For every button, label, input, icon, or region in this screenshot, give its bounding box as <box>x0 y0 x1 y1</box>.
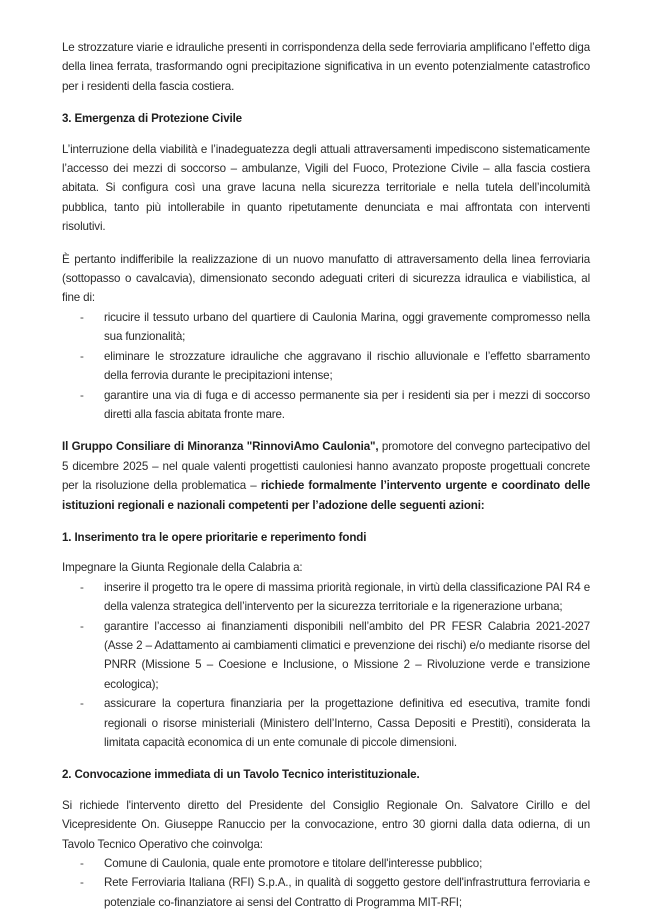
dash-bullet-icon: - <box>80 697 84 711</box>
list-item <box>62 873 590 912</box>
dash-bullet-icon: - <box>80 310 84 324</box>
list-item <box>62 308 590 347</box>
list-item <box>62 578 590 617</box>
list-item-text: Rete Ferroviaria Italiana (RFI) S.p.A., in qualità di soggetto gestore dell'infrastruttura ferroviaria e potenziale co-finanziatore ai sensi del Contratto di Programma MIT-RFI; <box>104 876 590 909</box>
action-1-heading: 1. Inserimento tra le opere prioritarie e reperimento fondi <box>62 530 367 544</box>
dash-bullet-icon: - <box>80 876 84 890</box>
action-2-heading: 2. Convocazione immediata di un Tavolo Tecnico interistituzionale. <box>62 768 420 782</box>
list-item <box>62 694 590 752</box>
action-2-intro: Si richiede l'intervento diretto del Presidente del Consiglio Regionale On. Salvatore Cirillo e del Vicepresidente On. Giuseppe Ranuccio per la convocazione, entro 30 giorni dalla data odierna, di un Tavolo Tecnico Operativo che coinvolga: <box>62 798 590 851</box>
dash-bullet-icon: - <box>80 619 84 633</box>
dash-bullet-icon: - <box>80 580 84 594</box>
list-item-text: inserire il progetto tra le opere di massima priorità regionale, in virtù della classificazione PAI R4 e della valenza strategica dell’intervento per la sicurezza territoriale e la rigenerazione urbana; <box>104 580 590 614</box>
action-1-bullet-list <box>62 578 590 753</box>
action-2-bullet-list <box>62 854 590 912</box>
section-3-bullet-list <box>62 308 590 424</box>
intro-paragraph: Le strozzature viarie e idrauliche presenti in corrispondenza della sede ferroviaria amplificano l’effetto diga della linea ferrata, trasformando ogni precipitazione significativa in un evento potenzialmente catastrofico per i residenti della fascia costiera. <box>62 41 590 93</box>
section-3-paragraph-2: È pertanto indifferibile la realizzazione di un nuovo manufatto di attraversamento della linea ferroviaria (sottopasso o cavalcavia), dimensionato secondo adeguati criteri di sicurezza idraulica e viabilistica, al fine di: <box>62 252 590 305</box>
request-lead-bold: Il Gruppo Consiliare di Minoranza "RinnoviAmo Caulonia", <box>62 440 379 454</box>
list-item <box>62 854 590 873</box>
dash-bullet-icon: - <box>80 388 84 402</box>
list-item-text: garantire una via di fuga e di accesso permanente sia per i residenti sia per i mezzi di soccorso diretti alla fascia abitata fronte mare. <box>104 388 590 421</box>
list-item-text: ricucire il tessuto urbano del quartiere di Caulonia Marina, oggi gravemente compromesso nella sua funzionalità; <box>104 310 590 344</box>
list-item-text: eliminare le strozzature idrauliche che aggravano il rischio alluvionale e l’effetto sbarramento della ferrovia durante le precipitazioni intense; <box>104 349 590 383</box>
request-paragraph <box>62 437 590 515</box>
request-middle-text: promotore del convegno partecipativo del 5 dicembre 2025 – nel quale valenti progettisti cauloniesi hanno avanzato proposte progettuali concrete per la risoluzione della problematica – <box>62 440 591 493</box>
list-item-text: assicurare la copertura finanziaria per la progettazione definitiva ed esecutiva, tramite fondi regionali o risorse ministeriali (Ministero dell’Interno, Cassa Depositi e Prestiti), considerata la limitata capacità economica di un ente comunale di piccole dimensioni. <box>104 697 590 749</box>
dash-bullet-icon: - <box>80 349 84 363</box>
list-item-text: Comune di Caulonia, quale ente promotore e titolare dell'interesse pubblico; <box>104 857 483 871</box>
dash-bullet-icon: - <box>80 857 84 871</box>
list-item <box>62 386 590 425</box>
action-1-intro: Impegnare la Giunta Regionale della Calabria a: <box>62 561 303 575</box>
list-item-text: garantire l’accesso ai finanziamenti disponibili nell’ambito del PR FESR Calabria 2021-2027 (Asse 2 – Adattamento ai cambiamenti climatici e prevenzione dei rischi) e/o mediante risorse del PNRR (Missione 5 – Coesione e Inclusione, o Missione 2 – Rivoluzione verde e transizione ecologica); <box>104 619 590 691</box>
section-3-heading: 3. Emergenza di Protezione Civile <box>62 112 242 126</box>
list-item <box>62 347 590 386</box>
document-page <box>62 38 590 912</box>
request-tail-bold: richiede formalmente l’intervento urgente e coordinato delle istituzioni regionali e nazionali competenti per l’adozione delle seguenti azioni: <box>62 479 590 512</box>
list-item <box>62 617 590 695</box>
section-3-paragraph-1: L’interruzione della viabilità e l’inadeguatezza degli attuali attraversamenti impediscono sistematicamente l’accesso dei mezzi di soccorso – ambulanze, Vigili del Fuoco, Protezione Civile – alla fascia costiera abitata. Si configura così una grave lacuna nella sicurezza territoriale e nella tutela dell’incolumità pubblica, tanto più intollerabile in quanto ripetutamente denunciata e mai affrontata con interventi risolutivi. <box>62 142 590 234</box>
